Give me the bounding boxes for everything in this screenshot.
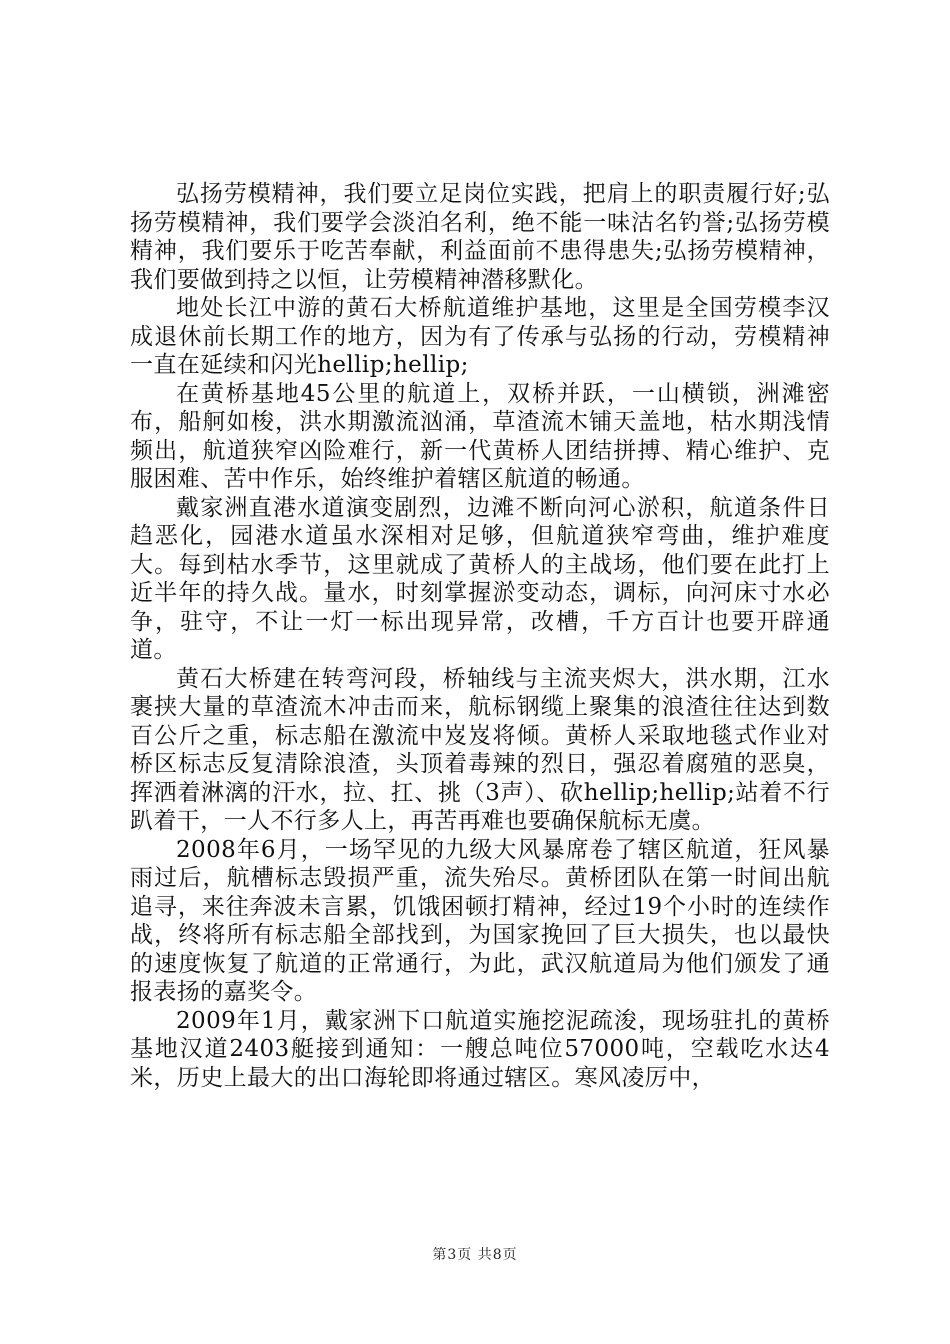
- paragraph-7: 2009年1月，戴家洲下口航道实施挖泥疏浚，现场驻扎的黄桥基地汉道2403艇接到通知：一艘总吨位57000吨，空载吃水达4米，历史上最大的出口海轮即将通过辖区。寒风凌厉中，: [130, 1007, 830, 1091]
- paragraph-5: 黄石大桥建在转弯河段，桥轴线与主流夹烬大，洪水期，江水裹挟大量的草渣流木冲击而来，航标钢缆上聚集的浪渣往往达到数百公斤之重，标志船在激流中岌岌将倾。黄桥人采取地毯式作业对桥区标志反复清除浪渣，头顶着毒辣的烈日，强忍着腐殖的恶臭，挥洒着淋漓的汗水，拉、扛、挑（3声）、砍hellip;hellip;站着不行趴着干，一人不行多人上，再苦再难也要确保航标无虞。: [130, 665, 830, 834]
- paragraph-3: 在黄桥基地45公里的航道上，双桥并跃，一山横锁，洲滩密布，船舸如梭，洪水期激流汹涌，草渣流木铺天盖地，枯水期浅情频出，航道狭窄凶险难行，新一代黄桥人团结拼搏、精心维护、克服困难、苦中作乐，始终维护着辖区航道的畅通。: [130, 380, 830, 492]
- paragraph-6: 2008年6月，一场罕见的九级大风暴席卷了辖区航道，狂风暴雨过后，航槽标志毁损严重，流失殆尽。黄桥团队在第一时间出航追寻，来往奔波未言累，饥饿困顿打精神，经过19个小时的连续作战，终将所有标志船全部找到，为国家挽回了巨大损失，也以最快的速度恢复了航道的正常通行，为此，武汉航道局为他们颁发了通报表扬的嘉奖令。: [130, 836, 830, 1005]
- document-body: [130, 180, 830, 1092]
- paragraph-2: 地处长江中游的黄石大桥航道维护基地，这里是全国劳模李汉成退休前长期工作的地方，因为有了传承与弘扬的行动，劳模精神一直在延续和闪光hellip;hellip;: [130, 295, 830, 378]
- paragraph-1: 弘扬劳模精神，我们要立足岗位实践，把肩上的职责履行好;弘扬劳模精神，我们要学会淡泊名利，绝不能一味沽名钓誉;弘扬劳模精神，我们要乐于吃苦奉献，利益面前不患得患失;弘扬劳模精神，我们要做到持之以恒，让劳模精神潜移默化。: [130, 181, 830, 293]
- page-number-footer: 第3页 共8页: [432, 1247, 518, 1263]
- paragraph-4: 戴家洲直港水道演变剧烈，边滩不断向河心淤积，航道条件日趋恶化，园港水道虽水深相对足够，但航道狭窄弯曲，维护难度大。每到枯水季节，这里就成了黄桥人的主战场，他们要在此打上近半年的持久战。量水，时刻掌握淤变动态，调标，向河床寸水必争，驻守，不让一灯一标出现异常，改槽，千方百计也要开辟通道。: [130, 494, 830, 663]
